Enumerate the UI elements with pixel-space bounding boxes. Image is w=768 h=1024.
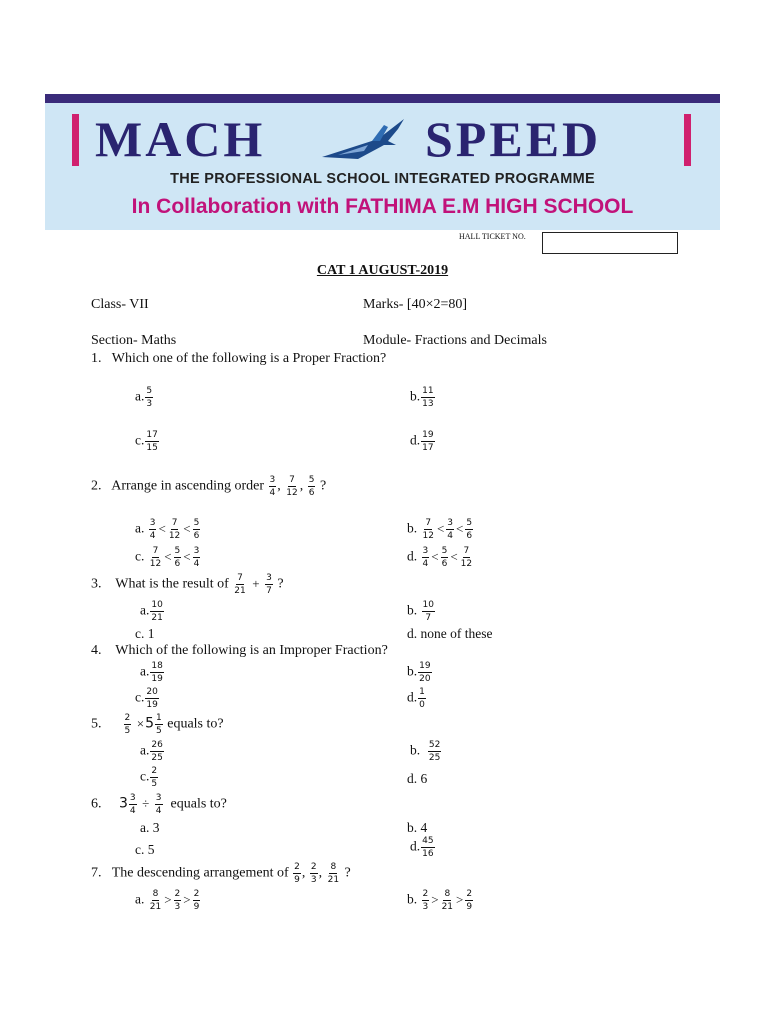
q2-option-b[interactable] bbox=[407, 518, 474, 541]
q7-option-a[interactable] bbox=[135, 889, 201, 912]
text-fragment: Arrange in ascending order bbox=[111, 478, 265, 494]
fraction-denominator: 12 bbox=[168, 531, 181, 541]
text-fragment: equals to? bbox=[167, 716, 224, 732]
text-fragment: Which of the following is an Improper Fraction? bbox=[115, 643, 388, 658]
fraction-numerator: 5 bbox=[466, 518, 473, 528]
fraction-numerator: 3 bbox=[193, 546, 200, 556]
banner-left-accent bbox=[72, 114, 79, 166]
module-label: Module- Fractions and Decimals bbox=[363, 333, 547, 348]
fraction-denominator: 9 bbox=[193, 902, 200, 912]
text-fragment: d. bbox=[410, 838, 421, 854]
fraction bbox=[418, 661, 431, 684]
text-fragment: , bbox=[318, 865, 323, 881]
math-operator: < bbox=[450, 548, 458, 564]
fraction bbox=[149, 889, 162, 912]
fraction-denominator: 25 bbox=[151, 753, 163, 763]
fraction-numerator: 2 bbox=[310, 862, 317, 872]
math-operator: ÷ bbox=[142, 795, 150, 811]
fraction-numerator: 7 bbox=[152, 546, 159, 556]
fraction-denominator: 21 bbox=[327, 875, 340, 885]
text-fragment: a. bbox=[135, 388, 145, 404]
fraction-numerator: 8 bbox=[152, 889, 159, 899]
math-operator: × bbox=[136, 715, 145, 731]
q3-option-a[interactable] bbox=[140, 600, 165, 623]
fraction-numerator: 2 bbox=[466, 889, 473, 899]
fraction-denominator: 4 bbox=[155, 806, 162, 816]
fraction-numerator: 3 bbox=[422, 546, 429, 556]
fraction-numerator: 3 bbox=[266, 573, 272, 583]
fraction-denominator: 6 bbox=[193, 531, 200, 541]
fraction-denominator: 17 bbox=[422, 443, 434, 453]
fraction bbox=[327, 862, 340, 885]
q6-option-d[interactable] bbox=[410, 836, 436, 859]
math-operator: < bbox=[431, 548, 439, 564]
fraction bbox=[465, 518, 473, 541]
fraction-numerator: 5 bbox=[308, 475, 315, 485]
text-fragment: d. bbox=[410, 432, 421, 448]
q5-option-a[interactable] bbox=[140, 740, 165, 763]
math-operator: > bbox=[456, 891, 464, 907]
question-1 bbox=[91, 351, 386, 367]
text-fragment: 4. bbox=[91, 643, 102, 658]
text-fragment: d. bbox=[407, 548, 418, 564]
fraction-denominator: 6 bbox=[308, 488, 315, 498]
fraction bbox=[422, 889, 430, 912]
q3-option-b[interactable] bbox=[407, 600, 436, 623]
fraction-denominator: 4 bbox=[149, 531, 156, 541]
class-label: Class- VII bbox=[91, 297, 149, 312]
fraction-denominator: 16 bbox=[422, 849, 434, 859]
q4-option-a[interactable] bbox=[140, 661, 165, 684]
text-fragment: c. bbox=[135, 548, 145, 564]
fraction-denominator: 9 bbox=[466, 902, 473, 912]
fraction bbox=[310, 862, 318, 885]
banner-right-accent bbox=[684, 114, 691, 166]
jet-plane-icon bbox=[318, 115, 410, 165]
question-5 bbox=[91, 713, 224, 736]
q1-option-b[interactable] bbox=[410, 386, 436, 409]
fraction bbox=[421, 386, 434, 409]
q6-option-a[interactable]: a. 3 bbox=[140, 820, 160, 835]
math-operator: < bbox=[164, 548, 172, 564]
fraction bbox=[150, 766, 158, 789]
fraction-denominator: 15 bbox=[146, 443, 158, 453]
text-fragment: 3 bbox=[119, 795, 128, 812]
q1-option-c[interactable] bbox=[135, 430, 160, 453]
fraction-numerator: 1 bbox=[156, 713, 162, 723]
fraction-numerator: 3 bbox=[269, 475, 276, 485]
fraction-numerator: 3 bbox=[149, 518, 156, 528]
fraction-denominator: 3 bbox=[146, 399, 153, 409]
fraction-numerator: 7 bbox=[289, 475, 295, 485]
math-operator: < bbox=[183, 520, 191, 536]
fraction bbox=[460, 546, 473, 569]
text-fragment: a. bbox=[135, 520, 145, 536]
fraction-denominator: 5 bbox=[156, 726, 162, 736]
fraction bbox=[446, 518, 454, 541]
q4-option-d[interactable] bbox=[407, 687, 427, 710]
fraction-denominator: 4 bbox=[193, 559, 200, 569]
fraction-denominator: 4 bbox=[447, 531, 454, 541]
text-fragment: , bbox=[301, 865, 306, 881]
fraction-numerator: 3 bbox=[155, 793, 162, 803]
text-fragment: b. bbox=[410, 388, 421, 404]
text-fragment: b. bbox=[407, 663, 418, 679]
text-fragment: , bbox=[299, 478, 304, 494]
fraction-numerator: 7 bbox=[237, 573, 243, 583]
fraction-numerator: 7 bbox=[171, 518, 178, 528]
fraction-numerator: 5 bbox=[193, 518, 200, 528]
text-fragment: The descending arrangement of bbox=[111, 865, 289, 881]
fraction bbox=[145, 386, 153, 409]
fraction bbox=[150, 661, 163, 684]
text-fragment: ? bbox=[277, 576, 284, 592]
fraction-numerator: 2 bbox=[294, 862, 300, 872]
fraction-denominator: 3 bbox=[174, 902, 181, 912]
hall-ticket-input[interactable] bbox=[542, 232, 678, 254]
fraction-denominator: 6 bbox=[441, 559, 448, 569]
logo-right-word: SPEED bbox=[425, 111, 602, 167]
section-label: Section- Maths bbox=[91, 333, 177, 348]
text-fragment: b. bbox=[407, 520, 418, 536]
fraction-denominator: 21 bbox=[441, 902, 454, 912]
text-fragment: ? bbox=[319, 478, 327, 494]
fraction-denominator: 6 bbox=[466, 531, 473, 541]
text-fragment: ? bbox=[344, 865, 351, 881]
text-fragment: a. bbox=[140, 602, 150, 618]
fraction-numerator: 10 bbox=[151, 600, 163, 610]
fraction bbox=[193, 889, 201, 912]
exam-title: CAT 1 AUGUST-2019 bbox=[316, 263, 449, 278]
text-fragment: 6. bbox=[91, 796, 102, 812]
fraction-denominator: 19 bbox=[146, 700, 158, 710]
fraction bbox=[155, 713, 163, 736]
text-fragment: a. bbox=[135, 891, 145, 907]
q6-option-b[interactable]: b. 4 bbox=[407, 820, 428, 835]
math-operator: > bbox=[431, 891, 439, 907]
fraction-numerator: 5 bbox=[441, 546, 448, 556]
fraction-numerator: 10 bbox=[422, 600, 434, 610]
fraction-denominator: 12 bbox=[286, 488, 298, 498]
q2-option-d[interactable] bbox=[407, 546, 474, 569]
fraction bbox=[269, 475, 277, 498]
q4-option-b[interactable] bbox=[407, 661, 433, 684]
q3-option-c[interactable]: c. 1 bbox=[135, 626, 155, 641]
fraction-numerator: 2 bbox=[151, 766, 158, 776]
fraction-denominator: 4 bbox=[422, 559, 429, 569]
text-fragment: c. bbox=[135, 432, 145, 448]
text-fragment: 2. bbox=[91, 478, 102, 494]
q1-option-d[interactable] bbox=[410, 430, 436, 453]
fraction bbox=[293, 862, 301, 885]
fraction-numerator: 8 bbox=[444, 889, 451, 899]
math-operator: < bbox=[456, 520, 464, 536]
fraction bbox=[155, 793, 163, 816]
fraction-numerator: 18 bbox=[151, 661, 163, 671]
fraction-numerator: 45 bbox=[422, 836, 434, 846]
fraction-numerator: 26 bbox=[151, 740, 163, 750]
fraction bbox=[421, 836, 434, 859]
text-fragment: b. bbox=[407, 602, 418, 618]
math-operator: < bbox=[436, 520, 445, 536]
fraction-denominator: 21 bbox=[234, 586, 246, 596]
q6-option-c[interactable]: c. 5 bbox=[135, 842, 155, 857]
text-fragment: equals to? bbox=[170, 796, 227, 812]
fraction-denominator: 3 bbox=[310, 875, 317, 885]
fraction-numerator: 52 bbox=[428, 740, 441, 750]
fraction-denominator: 12 bbox=[149, 559, 162, 569]
question-number: 1. bbox=[91, 351, 102, 366]
text-fragment: What is the result of bbox=[115, 576, 229, 592]
fraction bbox=[441, 546, 449, 569]
text-fragment: 5. bbox=[91, 716, 102, 732]
question-2 bbox=[91, 475, 326, 498]
text-fragment: b. bbox=[407, 891, 418, 907]
fraction bbox=[441, 889, 454, 912]
math-operator: < bbox=[158, 520, 166, 536]
fraction-numerator: 2 bbox=[422, 889, 429, 899]
fraction bbox=[422, 518, 435, 541]
logo-left-word: MACH bbox=[95, 111, 266, 167]
fraction bbox=[168, 518, 181, 541]
fraction-denominator: 0 bbox=[419, 700, 425, 710]
text-fragment: d. bbox=[407, 689, 418, 705]
fraction bbox=[422, 546, 430, 569]
fraction-denominator: 5 bbox=[124, 726, 131, 736]
fraction bbox=[233, 573, 246, 596]
fraction bbox=[285, 475, 298, 498]
question-3 bbox=[91, 573, 284, 596]
fraction-numerator: 8 bbox=[330, 862, 337, 872]
text-fragment: 3. bbox=[91, 576, 102, 592]
fraction bbox=[124, 713, 132, 736]
text-fragment: a. bbox=[140, 742, 150, 758]
fraction-denominator: 20 bbox=[419, 674, 431, 684]
q5-option-b[interactable] bbox=[410, 740, 442, 763]
fraction-numerator: 2 bbox=[193, 889, 200, 899]
fraction-denominator: 4 bbox=[269, 488, 276, 498]
fraction-denominator: 19 bbox=[151, 674, 163, 684]
fraction-denominator: 7 bbox=[266, 586, 272, 596]
fraction bbox=[145, 430, 158, 453]
fraction-numerator: 1 bbox=[419, 687, 425, 697]
text-fragment: c. bbox=[135, 689, 145, 705]
fraction-denominator: 13 bbox=[422, 399, 434, 409]
math-operator: > bbox=[164, 891, 172, 907]
marks-label: Marks- [40×2=80] bbox=[363, 297, 468, 312]
math-operator: < bbox=[183, 548, 191, 564]
fraction-denominator: 3 bbox=[422, 902, 429, 912]
fraction-numerator: 17 bbox=[146, 430, 158, 440]
banner-top-bar bbox=[45, 94, 720, 103]
fraction-numerator: 19 bbox=[419, 661, 431, 671]
math-operator: + bbox=[252, 575, 260, 591]
q2-option-a[interactable] bbox=[135, 518, 201, 541]
fraction bbox=[422, 600, 435, 623]
fraction bbox=[149, 546, 162, 569]
fraction bbox=[174, 889, 182, 912]
text-fragment: 5 bbox=[145, 715, 154, 732]
q3-option-d[interactable]: d. none of these bbox=[407, 626, 493, 641]
fraction-numerator: 11 bbox=[422, 386, 434, 396]
text-fragment: , bbox=[277, 478, 281, 494]
fraction bbox=[308, 475, 316, 498]
fraction-denominator: 6 bbox=[174, 559, 181, 569]
collaboration-line: In Collaboration with FATHIMA E.M HIGH SCHOOL bbox=[131, 195, 634, 218]
fraction bbox=[193, 518, 201, 541]
fraction-numerator: 2 bbox=[124, 713, 131, 723]
text-fragment: 7. bbox=[91, 865, 102, 881]
fraction bbox=[428, 740, 441, 763]
fraction-denominator: 4 bbox=[129, 806, 136, 816]
question-text: Which one of the following is a Proper Fraction? bbox=[111, 351, 387, 366]
fraction bbox=[174, 546, 182, 569]
fraction bbox=[150, 600, 163, 623]
fraction bbox=[418, 687, 426, 710]
fraction-numerator: 7 bbox=[425, 518, 432, 528]
fraction-denominator: 9 bbox=[294, 875, 300, 885]
programme-subtitle: THE PROFESSIONAL SCHOOL INTEGRATED PROGRAMME bbox=[170, 171, 595, 187]
q1-option-a[interactable] bbox=[135, 386, 154, 409]
fraction-numerator: 3 bbox=[129, 793, 136, 803]
fraction-numerator: 20 bbox=[146, 687, 158, 697]
q4-option-c[interactable] bbox=[135, 687, 160, 710]
text-fragment: a. bbox=[140, 663, 150, 679]
fraction-denominator: 5 bbox=[151, 779, 158, 789]
fraction-denominator: 21 bbox=[149, 902, 162, 912]
fraction bbox=[145, 687, 158, 710]
fraction-numerator: 2 bbox=[174, 889, 181, 899]
fraction-numerator: 19 bbox=[422, 430, 434, 440]
text-fragment: b. bbox=[410, 742, 421, 758]
fraction bbox=[193, 546, 201, 569]
fraction bbox=[465, 889, 473, 912]
q2-option-c[interactable] bbox=[135, 546, 201, 569]
question-7 bbox=[91, 862, 351, 885]
fraction-denominator: 12 bbox=[422, 531, 434, 541]
q5-option-c[interactable] bbox=[140, 766, 159, 789]
question-4 bbox=[91, 643, 388, 659]
fraction bbox=[421, 430, 434, 453]
fraction bbox=[265, 573, 273, 596]
fraction-numerator: 5 bbox=[146, 386, 153, 396]
hall-ticket-label: HALL TICKET NO. bbox=[459, 232, 526, 241]
question-6 bbox=[91, 793, 227, 816]
fraction-denominator: 21 bbox=[151, 613, 163, 623]
text-fragment: c. bbox=[140, 768, 150, 784]
fraction-denominator: 7 bbox=[425, 613, 432, 623]
fraction bbox=[129, 793, 137, 816]
math-operator: > bbox=[183, 891, 191, 907]
fraction-numerator: 5 bbox=[174, 546, 181, 556]
fraction-denominator: 12 bbox=[460, 559, 473, 569]
fraction-denominator: 25 bbox=[428, 753, 441, 763]
fraction-numerator: 7 bbox=[463, 546, 470, 556]
fraction-numerator: 3 bbox=[447, 518, 454, 528]
fraction bbox=[150, 740, 163, 763]
fraction bbox=[149, 518, 157, 541]
q5-option-d[interactable]: d. 6 bbox=[407, 771, 428, 786]
q7-option-b[interactable] bbox=[407, 889, 474, 912]
